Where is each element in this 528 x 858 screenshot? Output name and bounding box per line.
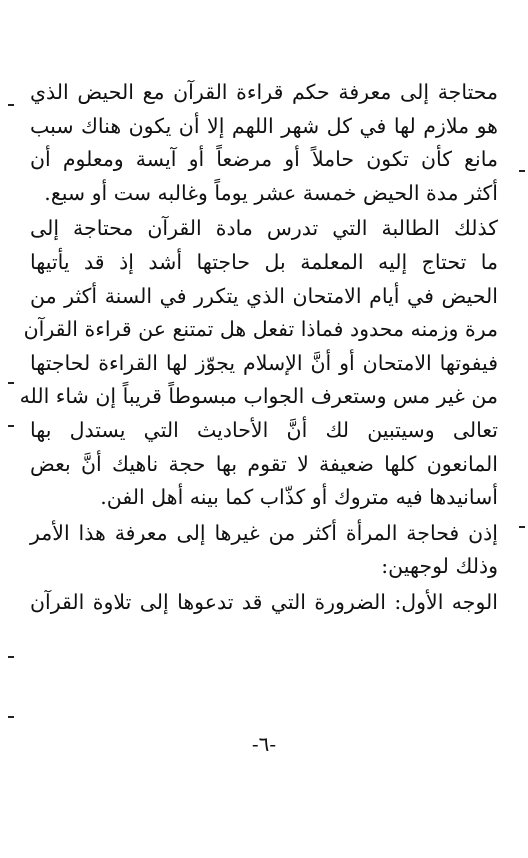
margin-mark	[8, 104, 14, 106]
text-line: ما تحتاج إليه المعلمة بل حاجتها أشد إذ قد يأتيها	[30, 249, 498, 274]
paragraph-2	[19, 212, 498, 514]
margin-mark	[519, 170, 525, 172]
margin-mark	[519, 526, 525, 528]
paragraph-1	[30, 76, 498, 210]
margin-mark	[8, 716, 14, 718]
text-line: المانعون كلها ضعيفة لا تقوم بها حجة ناهيك أنَّ بعض	[30, 451, 498, 476]
paragraph-4	[30, 586, 498, 620]
text-line: من غير مس وستعرف الجواب مبسوطاً قريباً إن شاء الله	[19, 384, 498, 409]
text-line: وذلك لوجهين:	[381, 554, 498, 579]
text-line: مانع كأن تكون حاملاً أو مرضعاً أو آيسة ومعلوم أن	[30, 147, 498, 172]
text-line: فيفوتها الامتحان أو أنَّ الإسلام يجوّز لها القراءة لحاجتها	[30, 350, 498, 375]
body-text	[19, 76, 498, 620]
text-line: الحيض في أيام الامتحان الذي يتكرر في السنة أكثر من	[30, 283, 498, 308]
paragraph-3	[30, 517, 498, 584]
text-line: أسانيدها فيه متروك أو كذّاب كما بينه أهل الفن.	[100, 485, 498, 510]
text-line: مرة وزمنه محدود فماذا تفعل هل تمتنع عن قراءة القرآن	[23, 317, 498, 342]
text-line: هو ملازم لها في كل شهر اللهم إلا أن يكون هناك سبب	[30, 113, 498, 138]
page-number: -٦-	[251, 732, 277, 756]
margin-mark	[8, 425, 14, 427]
text-line: تعالى وسيتبين لك أنَّ الأحاديث التي يستدل بها	[30, 417, 498, 442]
text-line: إذن فحاجة المرأة أكثر من غيرها إلى معرفة هذا الأمر	[30, 520, 498, 545]
text-line: كذلك الطالبة التي تدرس مادة القرآن محتاجة إلى	[30, 216, 498, 241]
text-line: الوجه الأول: الضرورة التي قد تدعوها إلى تلاوة القرآن	[30, 589, 498, 614]
text-line: أكثر مدة الحيض خمسة عشر يوماً وغالبه ست أو سبع.	[44, 180, 498, 205]
margin-mark	[8, 656, 14, 658]
text-line: محتاجة إلى معرفة حكم قراءة القرآن مع الحيض الذي	[30, 80, 498, 104]
margin-mark	[8, 382, 14, 384]
